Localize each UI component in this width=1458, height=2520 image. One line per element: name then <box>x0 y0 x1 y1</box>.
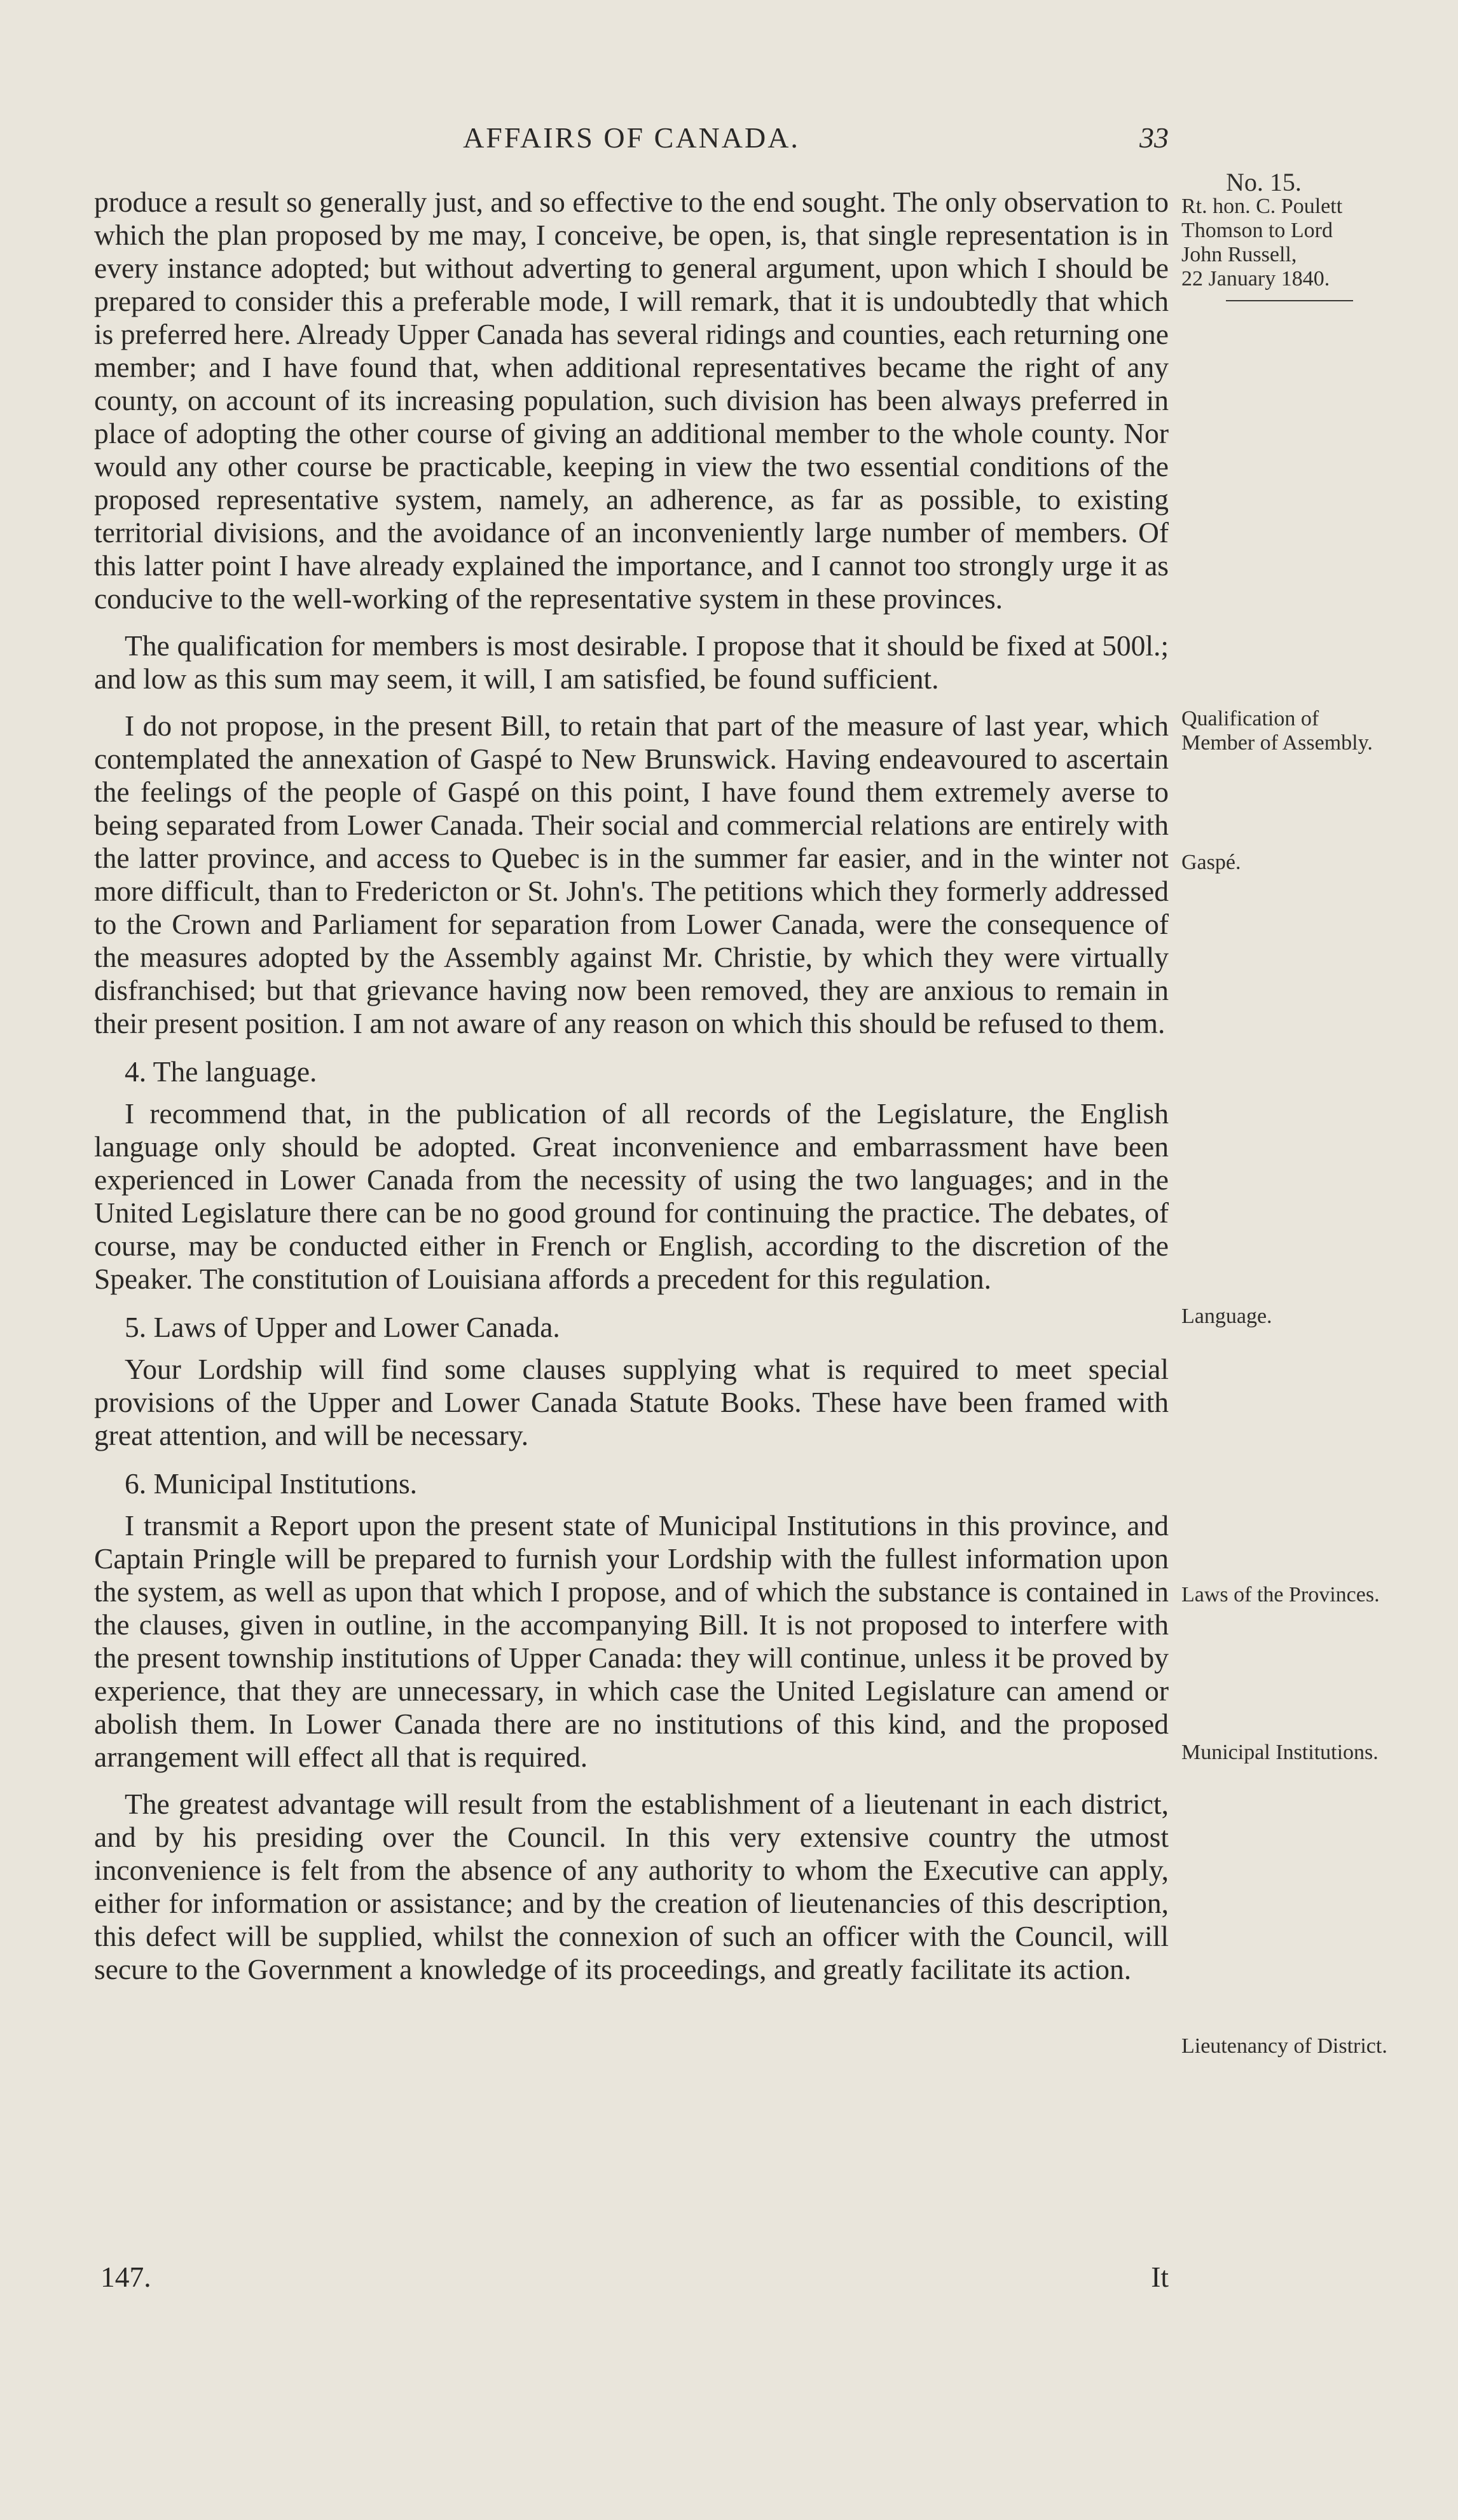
margin-note-language: Language. <box>1181 1305 1272 1328</box>
sender-line-3: John Russell, <box>1181 243 1297 266</box>
paragraph-gaspe: I do not propose, in the present Bill, to retain that part of the measure of last year, which contemplated the annexation of Gaspé to New Brunswick. Having endeavoured to ascertain the feelings of the people of Gaspé on this point, I have found them extremely averse to being separated from Lower Canada. Their social and commercial relations are entirely with the latter province, and access to Quebec is in the summer far easier, and in the winter not more difficult, than to Fredericton or St. John's. The petitions which they formerly addressed to the Crown and Parliament for separation from Lower Canada, were the consequence of the measures adopted by the Assembly against Mr. Christie, by which they were virtually disfranchised; but that grievance having now been removed, they are anxious to remain in their present position. I am not aware of any reason on which this should be refused to them. <box>94 709 1169 1039</box>
margin-note-gaspe: Gaspé. <box>1181 851 1241 874</box>
margin-divider <box>1226 300 1353 301</box>
paragraph-qualification: The qualification for members is most desirable. I propose that it should be fixed at 500l.; and low as this sum may seem, it will, I am satisfied, be found sufficient. <box>94 629 1169 695</box>
margin-note-document <box>1181 170 1391 301</box>
margin-note-laws: Laws of the Provinces. <box>1181 1583 1380 1606</box>
document-date: 22 January 1840. <box>1181 267 1330 291</box>
section-heading-municipal: 6. Municipal Institutions. <box>125 1467 418 1500</box>
running-header <box>94 121 1169 159</box>
document-number: No. 15. <box>1226 168 1302 196</box>
page-footer <box>94 2260 1169 2298</box>
paragraph-municipal: I transmit a Report upon the present state of Municipal Institutions in this province, and Captain Pringle will be prepared to furnish your Lordship with the fullest information upon the system, as well as upon that which I propose, and of which the substance is contained in the clauses, given in outline, in the accompanying Bill. It is not proposed to interfere with the present township institutions of Upper Canada: they will continue, unless it be proved by experience, that they are unnecessary, in which case the United Legislature can amend or abolish them. In Lower Canada there are no institutions of this kind, and the proposed arrangement will effect all that is required. <box>94 1509 1169 1773</box>
catchword: It <box>1151 2261 1169 2293</box>
page-number: 33 <box>1139 121 1169 154</box>
paragraph-lieutenancy: The greatest advantage will result from the establishment of a lieutenant in each district, and by his presiding over the Council. In this very extensive country the utmost inconvenience is felt from the absence of any authority to whom the Executive can apply, either for information or assistance; and by the creation of lieutenancies of this description, this defect will be supplied, whilst the connexion of such an officer with the Council, will secure to the Government a knowledge of its proceedings, and greatly facilitate its action. <box>94 1788 1169 1985</box>
margin-note-municipal: Municipal Institutions. <box>1181 1741 1379 1764</box>
sender-line-1: Rt. hon. C. Poulett <box>1181 195 1343 218</box>
paragraph-language: I recommend that, in the publication of all records of the Legislature, the English language only should be adopted. Great inconvenience and embarrassment have been experienced in Lower Canada from the necessity of using the two languages; and in the United Legislature there can be no good ground for continuing the practice. The debates, of course, may be conducted either in French or English, according to the discretion of the Speaker. The constitution of Louisiana affords a precedent for this regulation. <box>94 1097 1169 1295</box>
section-heading-laws: 5. Laws of Upper and Lower Canada. <box>125 1311 560 1343</box>
body-text <box>94 186 1169 2000</box>
margin-note-lieutenancy: Lieutenancy of District. <box>1181 2034 1387 2058</box>
paragraph-representation: produce a result so generally just, and so effective to the end sought. The only observation to which the plan proposed by me may, I conceive, be open, is, that single representation is in every instance adopted; but without adverting to general argument, upon which I should be prepared to consider this a preferable mode, I will remark, that it is undoubtedly that which is preferred here. Already Upper Canada has several ridings and counties, each returning one member; and I have found that, when additional representatives became the right of any county, on account of its increasing population, such division has been always preferred in place of adopting the other course of giving an additional member to the whole county. Nor would any other course be practicable, keeping in view the two essential conditions of the proposed representative system, namely, an adherence, as far as possible, to existing territorial divisions, and the avoidance of an inconveniently large number of members. Of this latter point I have already explained the importance, and I cannot too strongly urge it as conducive to the well-working of the representative system in these provinces. <box>94 186 1169 615</box>
signature-mark: 147. <box>100 2261 151 2293</box>
margin-note-qualification: Qualification of Member of Assembly. <box>1181 707 1373 755</box>
sender-line-2: Thomson to Lord <box>1181 219 1333 242</box>
section-heading-language: 4. The language. <box>125 1055 317 1088</box>
paragraph-laws: Your Lordship will find some clauses supplying what is required to meet special provisions of the Upper and Lower Canada Statute Books. These have been framed with great attention, and will be necessary. <box>94 1353 1169 1451</box>
running-title: AFFAIRS OF CANADA. <box>463 121 800 154</box>
